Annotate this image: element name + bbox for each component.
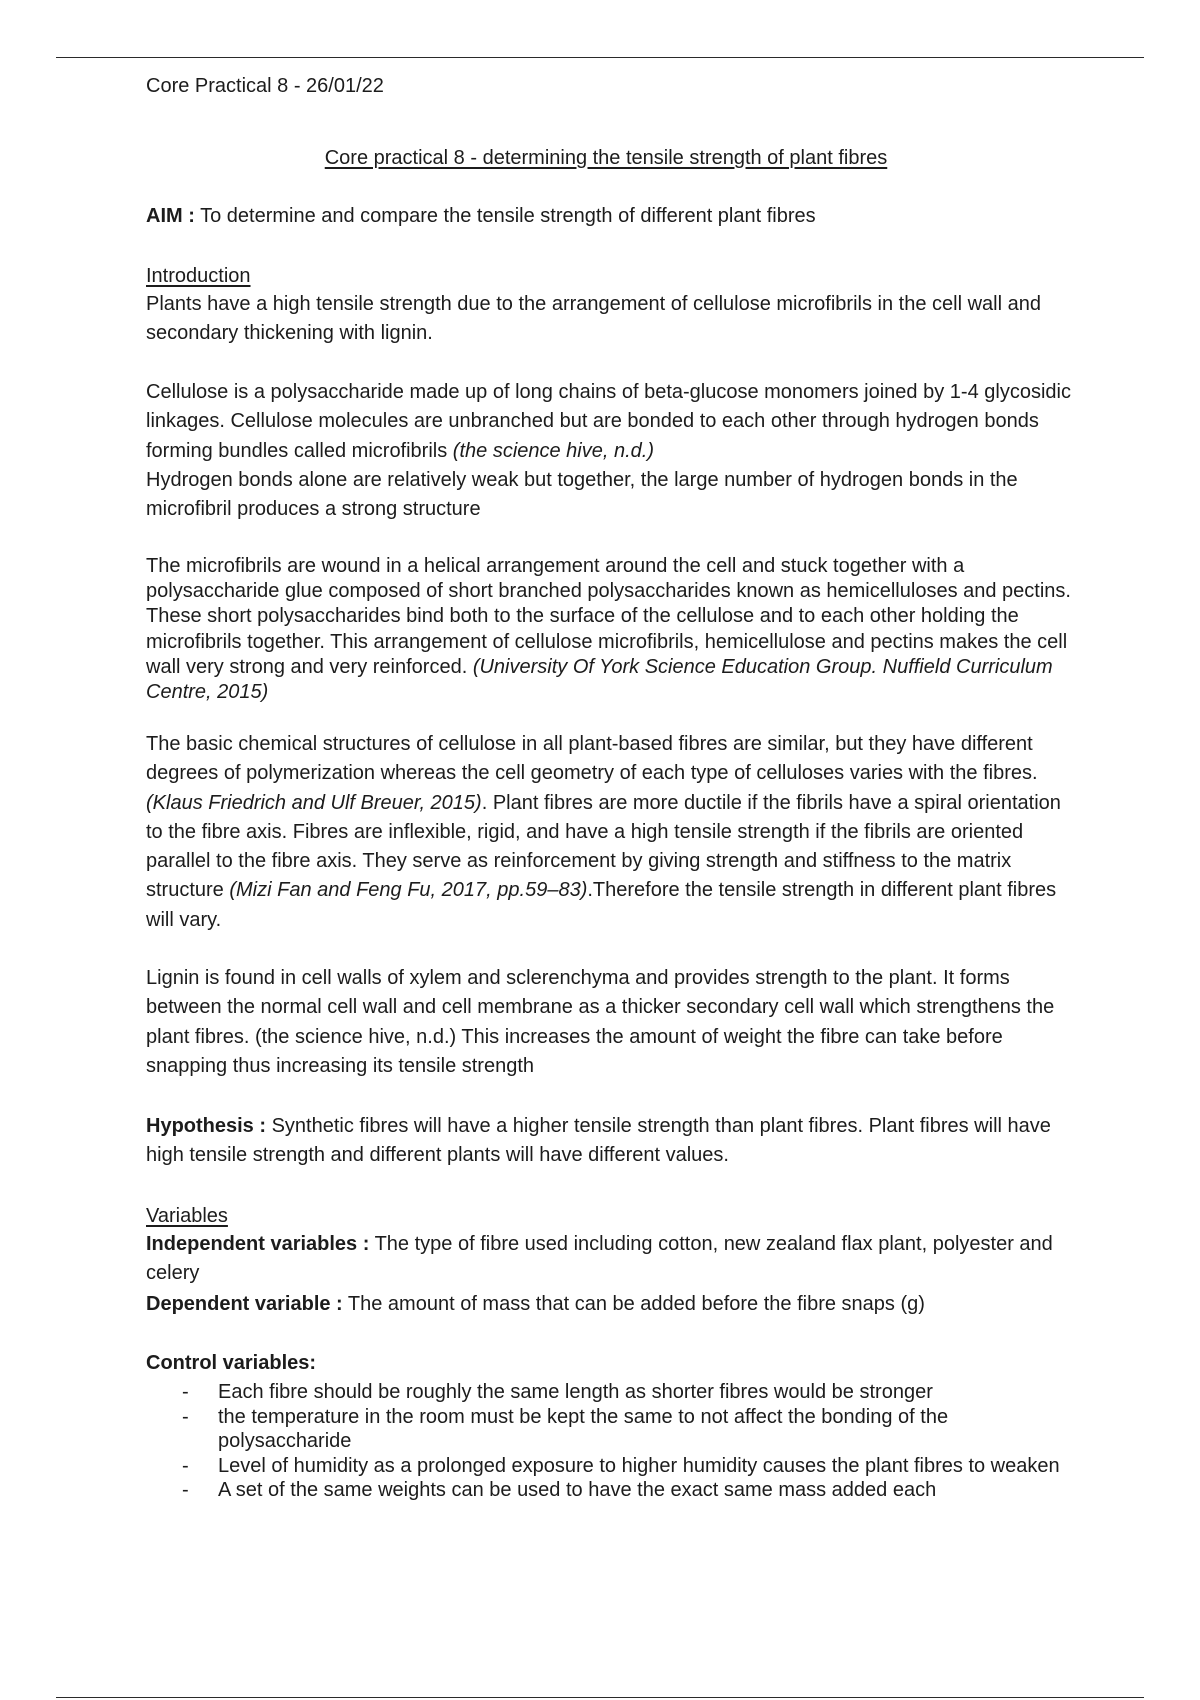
- introduction-heading: [146, 262, 1076, 290]
- intro-paragraph-1: Plants have a high tensile strength due to the arrangement of cellulose microfibrils in the cell wall and secondary thickening with lignin.: [146, 293, 1041, 345]
- independent-variable-text: The type of fibre used including cotton, new zealand flax plant, polyester and celery: [146, 1233, 1053, 1285]
- aim-label: AIM :: [146, 205, 195, 227]
- intro-p4-text-c: .Therefore the tensile strength in different plant fibres will vary.: [146, 879, 1057, 931]
- intro-paragraph-5: Lignin is found in cell walls of xylem and sclerenchyma and provides strength to the plant. It forms between the normal cell wall and cell membrane as a thicker secondary cell wall which strengthens the plant fibres. (the science hive, n.d.) This increases the amount of weight the fibre can take before snapping thus increasing its tensile strength: [146, 967, 1055, 1077]
- intro-p4-citation-2: (Mizi Fan and Feng Fu, 2017, pp.59–83): [229, 879, 588, 902]
- bullet-dash: -: [182, 1479, 189, 1501]
- intro-p3-citation: (University Of York Science Education Group. Nuffield Curriculum Centre, 2015): [146, 655, 1053, 704]
- page-header: Core Practical 8 - 26/01/22: [146, 75, 384, 97]
- control-variables-label: Control variables:: [146, 1352, 317, 1374]
- intro-p2-citation: (the science hive, n.d.): [452, 439, 655, 462]
- bottom-rule: [56, 1697, 1144, 1698]
- intro-p4-citation-1: (Klaus Friedrich and Ulf Breuer, 2015): [146, 791, 482, 814]
- intro-p3-text: The microfibrils are wound in a helical arrangement around the cell and stuck together with a polysaccharide glue composed of short branched polysaccharides known as hemicelluloses and pectins. These short polysaccharides bind both to the surface of the cellulose and to each other holding the microfibrils together. This arrangement of cellulose microfibrils, hemicellulose and pectins makes the cell wall very strong and very reinforced.: [146, 555, 1071, 678]
- control-variables-list: [146, 1380, 1076, 1503]
- bullet-dash: -: [182, 1454, 189, 1477]
- intro-paragraph-2: [146, 378, 1076, 524]
- introduction-heading-text: Introduction: [146, 265, 251, 287]
- intro-p2-continuation: Hydrogen bonds alone are relatively weak but together, the large number of hydrogen bonds in the microfibril produces a strong structure: [146, 468, 1018, 521]
- intro-p4-text-a: The basic chemical structures of cellulose in all plant-based fibres are similar, but they have different degrees of polymerization whereas the cell geometry of each type of celluloses varies with the fibres.: [146, 733, 1038, 785]
- top-rule: [56, 57, 1144, 58]
- independent-variable: [146, 1230, 1076, 1289]
- intro-paragraph-3: [146, 554, 1076, 705]
- variables-heading: [146, 1202, 1076, 1230]
- document-title: [146, 144, 1066, 172]
- list-item: [146, 1380, 1076, 1405]
- variables-heading-text: Variables: [146, 1205, 228, 1227]
- list-item-text: Each fibre should be roughly the same length as shorter fibres would be stronger: [218, 1381, 933, 1403]
- aim-text: To determine and compare the tensile strength of different plant fibres: [194, 205, 816, 227]
- list-item-text: the temperature in the room must be kept the same to not affect the bonding of the polysaccharide: [218, 1405, 949, 1452]
- list-item: [146, 1454, 1076, 1479]
- independent-variable-label: Independent variables :: [146, 1233, 370, 1255]
- intro-paragraph-4: [146, 730, 1076, 935]
- bullet-dash: -: [182, 1381, 189, 1403]
- dependent-variable-text: The amount of mass that can be added before the fibre snaps (g): [342, 1293, 925, 1315]
- list-item-text: A set of the same weights can be used to have the exact same mass added each: [218, 1479, 937, 1501]
- document-title-text: Core practical 8 - determining the tensile strength of plant fibres: [324, 147, 888, 169]
- dependent-variable: [146, 1290, 1076, 1318]
- intro-p4-text-b: . Plant fibres are more ductile if the fibrils have a spiral orientation to the fibre axis. Fibres are inflexible, rigid, and have a high tensile strength if the fibrils are oriented parallel to the fibre axis. They serve as reinforcement by giving strength and stiffness to the matrix structure: [146, 791, 1061, 902]
- bullet-dash: -: [182, 1405, 189, 1428]
- hypothesis-paragraph: [146, 1112, 1076, 1171]
- hypothesis-text: Synthetic fibres will have a higher tensile strength than plant fibres. Plant fibres will have high tensile strength and different plants will have different values.: [146, 1115, 1051, 1167]
- list-item: [146, 1478, 1076, 1503]
- dependent-variable-label: Dependent variable :: [146, 1293, 343, 1315]
- control-variables-heading: [146, 1349, 1076, 1377]
- list-item: [146, 1405, 1076, 1454]
- list-item-text: Level of humidity as a prolonged exposure to higher humidity causes the plant fibres to weaken: [218, 1454, 1060, 1477]
- aim-paragraph: [146, 202, 1076, 230]
- hypothesis-label: Hypothesis :: [146, 1115, 267, 1137]
- intro-p2-text: Cellulose is a polysaccharide made up of long chains of beta-glucose monomers joined by 1-4 glycosidic linkages. Cellulose molecules are unbranched but are bonded to each other through hydrogen bonds forming bundles called microfibrils: [146, 381, 1071, 462]
